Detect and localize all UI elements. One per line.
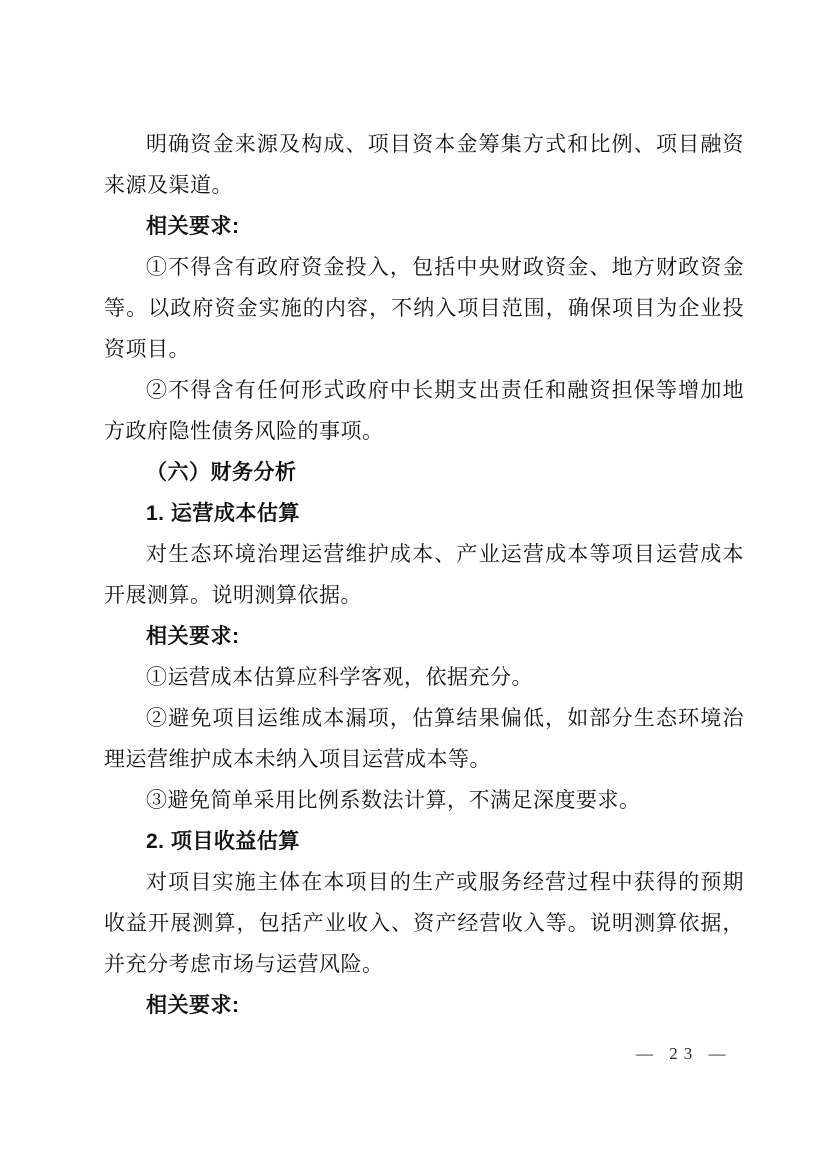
- page-number: — 23 —: [636, 1044, 732, 1063]
- heading-related-requirements-2: 相关要求:: [146, 625, 240, 648]
- para-no-hidden-debt-risk: ②不得含有任何形式政府中长期支出责任和融资担保等增加地方政府隐性债务风险的事项。: [104, 378, 744, 443]
- para-revenue-scope: 对项目实施主体在本项目的生产或服务经营过程中获得的预期收益开展测算，包括产业收入、资产经营收入等。说明测算依据，并充分考虑市场与运营风险。: [104, 870, 744, 976]
- heading-operating-cost-estimate: 1. 运营成本估算: [146, 502, 300, 525]
- para-no-government-funds: ①不得含有政府资金投入，包括中央财政资金、地方财政资金等。以政府资金实施的内容，不纳入项目范围，确保项目为企业投资项目。: [104, 255, 744, 361]
- heading-related-requirements-3: 相关要求:: [146, 994, 240, 1017]
- para-operating-cost-scope: 对生态环境治理运营维护成本、产业运营成本等项目运营成本开展测算。说明测算依据。: [104, 542, 744, 607]
- heading-financial-analysis: （六）财务分析: [146, 461, 297, 484]
- heading-related-requirements-1: 相关要求:: [146, 215, 240, 238]
- document-body: [104, 124, 744, 1026]
- heading-project-revenue-estimate: 2. 项目收益估算: [146, 830, 300, 853]
- para-cost-estimate-objective: ①运营成本估算应科学客观，依据充分。: [146, 665, 533, 689]
- para-avoid-cost-omission: ②避免项目运维成本漏项，估算结果偏低，如部分生态环境治理运营维护成本未纳入项目运营成本等。: [104, 706, 744, 771]
- para-avoid-ratio-method: ③避免简单采用比例系数法计算，不满足深度要求。: [146, 788, 641, 812]
- para-funding-sources: 明确资金来源及构成、项目资本金筹集方式和比例、项目融资来源及渠道。: [104, 132, 744, 197]
